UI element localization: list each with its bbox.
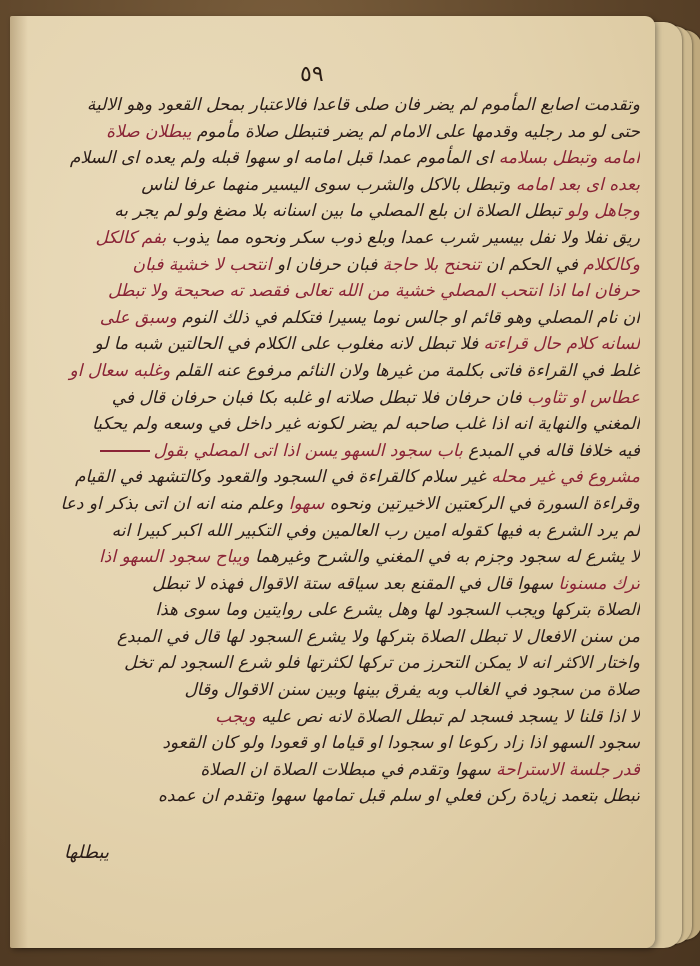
text-line <box>34 597 640 624</box>
body-text: سجود السهو اذا زاد ركوعا او سجودا او قياما او قعودا ولو كان القعود <box>162 733 640 754</box>
body-text: تبطل الصلاة ان بلع المصلي ما بين اسنانه بلا مضغ ولو لم يجر به <box>114 201 567 222</box>
body-text: اى المأموم عمدا قبل امامه او سهوا قبله ولم يعده اى السلام <box>69 148 499 169</box>
body-text: لا يشرع له سجود وجزم به في المغني والشرح وغيرهما <box>255 547 640 568</box>
catchword: يبطلها <box>64 842 109 863</box>
body-text: ريق نفلا ولا نفل بيسير شرب عمدا وبلع ذوب سكر ونحوه مما يذوب <box>171 227 640 248</box>
body-text: الصلاة بتركها ويجب السجود لها وهل يشرع على روايتين وما سوى هذا <box>155 600 640 621</box>
text-line <box>34 464 640 491</box>
rubric-text: تنحنح بلا حاجة <box>382 254 486 275</box>
rubric-text: عطاس او تثاوب <box>526 387 640 408</box>
body-text: صلاة من سجود في الغالب وبه يفرق بينها وبين سنن الاقوال وقال <box>184 680 640 701</box>
body-text: وتبطل بالاكل والشرب سوى اليسير منهما عرفا لناس <box>141 174 516 195</box>
body-text: وعلم منه انه ان اتى بذكر او دعا <box>60 493 289 514</box>
body-text: واختار الاكثر انه لا يمكن التحرز من تركها لكثرتها فلو شرع السجود لم تخل <box>124 653 640 674</box>
page-number: ٥٩ <box>300 62 324 87</box>
text-line <box>34 225 640 252</box>
body-text: لا اذا قلنا لا يسجد فسجد لم تبطل الصلاة لانه نص عليه <box>261 706 640 727</box>
text-line <box>34 172 640 199</box>
text-line <box>34 491 640 518</box>
rubric-text: حرفان اما اذا انتحب المصلي خشية من الله تعالى فقصد ته صحيحة ولا تبطل <box>108 281 640 302</box>
body-text: وتقدمت اصابع المأموم لم يضر فان صلى قاعدا فالاعتبار بمحل القعود وهو الالية <box>86 95 640 115</box>
page-gutter-shadow <box>10 16 28 948</box>
heading-overline <box>100 450 150 452</box>
text-line <box>34 305 640 332</box>
text-line <box>34 783 640 810</box>
body-text: غلط في القراءة فاتى بكلمة من غيرها ولان النائم مرفوع عنه القلم <box>175 360 640 381</box>
rubric-text: سهوا <box>288 493 330 514</box>
text-line <box>34 145 640 172</box>
text-line <box>34 385 640 412</box>
rubric-text: ترك مسنونا <box>558 573 640 594</box>
text-line <box>34 757 640 784</box>
body-text: ان نام المصلي وهو قائم او جالس نوما يسيرا فتكلم في ذلك النوم <box>182 307 640 328</box>
body-text: فلا تبطل لانه مغلوب على الكلام في الحالتين شبه ما لو <box>94 334 484 355</box>
body-text: فان حرفان فلا تبطل صلاته او غلبه بكا فبان حرفان قال في <box>111 387 527 408</box>
body-text: فبان حرفان او <box>276 254 383 275</box>
body-text: من سنن الافعال لا تبطل الصلاة بتركها ولا يشرع السجود لها قال في المبدع <box>116 626 640 647</box>
body-text: فيه خلافا قاله في المبدع <box>468 440 640 461</box>
body-text: تبطل بتعمد زيادة ركن فعلي او سلم قبل تمامها سهوا وتقدم ان عمده <box>157 786 640 807</box>
rubric-text: وسبق على <box>99 307 183 328</box>
text-line <box>34 438 640 465</box>
rubric-text: امامه وتبطل بسلامه <box>498 148 640 169</box>
text-line <box>34 198 640 225</box>
body-text: غير سلام كالقراءة في السجود والقعود وكالتشهد في القيام <box>74 467 492 488</box>
text-line <box>34 358 640 385</box>
text-line <box>34 624 640 651</box>
text-line <box>34 278 640 305</box>
body-text: المغني والنهاية انه اذا غلب صاحبه لم يضر لكونه غير داخل في وسعه ولم يحكيا <box>92 414 640 435</box>
text-line <box>34 730 640 757</box>
body-text: سهوا وتقدم في مبطلات الصلاة ان الصلاة <box>200 759 496 780</box>
rubric-text: انتحب لا خشية فبان <box>132 254 277 275</box>
rubric-text: مشروع في غير محله <box>491 467 640 488</box>
text-line <box>34 518 640 545</box>
rubric-text: يبطلان صلاة <box>106 121 197 142</box>
text-line <box>34 331 640 358</box>
body-text: سهوا قال في المقنع بعد سياقه ستة الاقوال فهذه لا تبطل <box>152 573 559 594</box>
text-line <box>34 544 640 571</box>
body-text: وقراءة السورة في الركعتين الاخيرتين ونحوه <box>329 493 640 514</box>
text-line <box>34 252 640 279</box>
text-line <box>34 92 640 119</box>
text-line <box>34 119 640 146</box>
rubric-text: وغلبه سعال او <box>69 360 176 381</box>
body-text: لم يرد الشرع به فيها كقوله امين رب العالمين وفي التكبير الله اكبر كبيرا انه <box>111 520 640 541</box>
text-line <box>34 411 640 438</box>
body-text: في الحكم ان <box>485 254 584 275</box>
text-line <box>34 650 640 677</box>
text-line <box>34 704 640 731</box>
text-line <box>34 677 640 704</box>
body-text: حتى لو مد رجليه وقدمها على الامام لم يضر فتبطل صلاة مأموم <box>196 121 640 142</box>
manuscript-text <box>34 92 640 810</box>
rubric-text: ويجب <box>215 706 262 727</box>
rubric-text: ويباح سجود السهو اذا <box>99 547 256 568</box>
rubric-text: وكالكلام <box>583 254 640 275</box>
text-line <box>34 571 640 598</box>
rubric-text: بعده اى بعد امامه <box>515 174 640 195</box>
rubric-text: قدر جلسة الاستراحة <box>495 759 640 780</box>
rubric-text: بفم كالكل <box>95 227 172 248</box>
rubric-text: وجاهل ولو <box>566 201 640 222</box>
rubric-text: لسانه كلام حال قراءته <box>483 334 640 355</box>
rubric-text: باب سجود السهو يسن اذا اتى المصلي بقول <box>153 440 469 461</box>
